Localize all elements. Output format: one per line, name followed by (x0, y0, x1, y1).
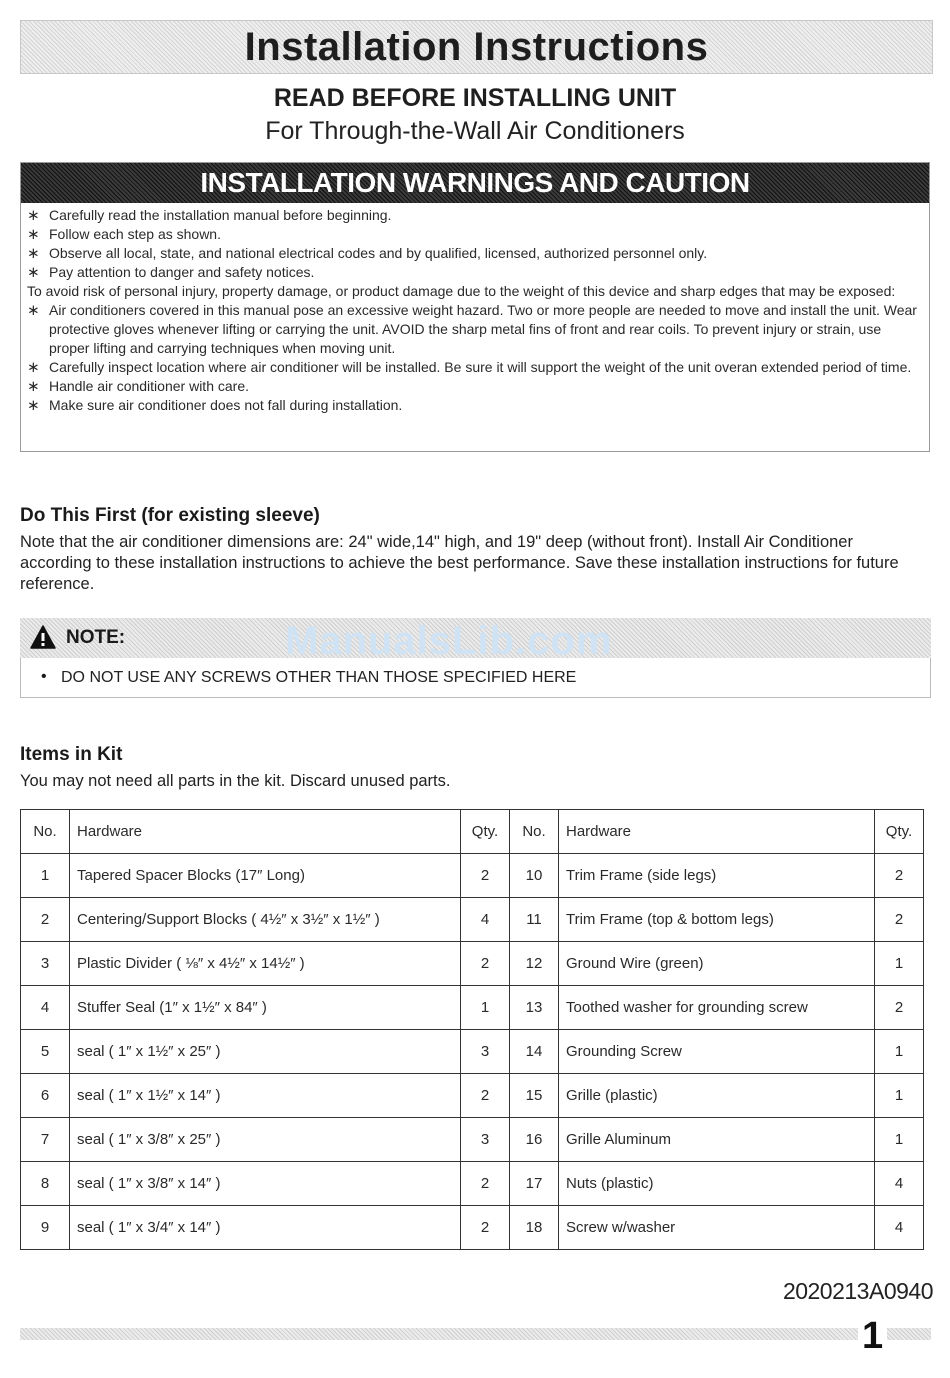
list-item: ∗ Carefully read the installation manual before beginning. (27, 207, 392, 224)
warnings-header (21, 163, 929, 203)
cell-hardware: Trim Frame (top & bottom legs) (558, 898, 874, 942)
warnings-heading: INSTALLATION WARNINGS AND CAUTION (200, 167, 750, 198)
table-row (21, 898, 924, 942)
cell-no: 5 (21, 1030, 70, 1074)
cell-no: 14 (509, 1030, 558, 1074)
cell-qty: 3 (460, 1118, 509, 1162)
cell-hardware: Grille (plastic) (558, 1074, 874, 1118)
cell-hardware: Stuffer Seal (1″ x 1½″ x 84″ ) (70, 986, 461, 1030)
cell-qty: 1 (875, 942, 924, 986)
cell-hardware: seal ( 1″ x 3/8″ x 14″ ) (70, 1162, 461, 1206)
col-qty: Qty. (875, 810, 924, 854)
list-item: ∗ Pay attention to danger and safety notices. (27, 264, 315, 281)
list-item: ∗ Handle air conditioner with care. (27, 378, 249, 395)
col-hardware: Hardware (558, 810, 874, 854)
warnings-intro: To avoid risk of personal injury, property damage, or product damage due to the weight of this device and sharp edges that may be exposed: (27, 283, 896, 299)
bullet-icon: • (41, 668, 47, 685)
cell-qty: 2 (460, 942, 509, 986)
cell-qty: 3 (460, 1030, 509, 1074)
cell-qty: 2 (875, 854, 924, 898)
cell-no: 11 (509, 898, 558, 942)
document-number: 2020213A0940 (782, 1278, 933, 1304)
footer-bar (20, 1328, 931, 1340)
cell-hardware: Nuts (plastic) (558, 1162, 874, 1206)
subtitle: READ BEFORE INSTALLING UNIT (273, 84, 677, 112)
col-no: No. (21, 810, 70, 854)
table-row (21, 1206, 924, 1250)
asterisk-icon: ∗ (27, 397, 40, 414)
asterisk-icon: ∗ (27, 264, 40, 281)
cell-qty: 1 (875, 1074, 924, 1118)
cell-no: 2 (21, 898, 70, 942)
list-item: ∗ Air conditioners covered in this manual pose an excessive weight hazard. Two or more people are needed to move and install the unit. Wear protective gloves whenever lifting or carrying the unit. AVOID the sharp metal fins of front and rear coils. To prevent injury or strain, use proper lifting and carrying techniques when moving unit. (27, 302, 917, 356)
kit-heading: Items in Kit (20, 744, 123, 765)
asterisk-icon: ∗ (27, 207, 40, 224)
table-row (21, 1074, 924, 1118)
cell-hardware: Trim Frame (side legs) (558, 854, 874, 898)
warnings-list (21, 203, 929, 415)
cell-no: 13 (509, 986, 558, 1030)
cell-no: 10 (509, 854, 558, 898)
cell-no: 12 (509, 942, 558, 986)
cell-hardware: seal ( 1″ x 1½″ x 25″ ) (70, 1030, 461, 1074)
warning-triangle-icon (30, 625, 56, 649)
cell-no: 17 (509, 1162, 558, 1206)
cell-qty: 1 (460, 986, 509, 1030)
cell-hardware: seal ( 1″ x 3/4″ x 14″ ) (70, 1206, 461, 1250)
cell-qty: 2 (875, 986, 924, 1030)
asterisk-icon: ∗ (27, 302, 40, 319)
note-label: NOTE: (66, 627, 126, 648)
cell-hardware: Screw w/washer (558, 1206, 874, 1250)
first-text: Note that the air conditioner dimensions are: 24" wide,14" high, and 19" deep (without front). Install Air Conditioner according to these installation instructions to achieve the best performance. Save these installation instructions for future reference. (20, 533, 899, 593)
cell-no: 7 (21, 1118, 70, 1162)
cell-qty: 2 (460, 854, 509, 898)
cell-qty: 2 (460, 1162, 509, 1206)
cell-hardware: Plastic Divider ( ⅛″ x 4½″ x 14½″ ) (70, 942, 461, 986)
note-body (20, 658, 931, 698)
cell-hardware: seal ( 1″ x 1½″ x 14″ ) (70, 1074, 461, 1118)
cell-qty: 4 (875, 1206, 924, 1250)
cell-qty: 2 (460, 1074, 509, 1118)
table-header-row (21, 810, 924, 854)
asterisk-icon: ∗ (27, 378, 40, 395)
table-row (21, 1118, 924, 1162)
title-banner (20, 20, 933, 74)
cell-no: 6 (21, 1074, 70, 1118)
cell-qty: 4 (460, 898, 509, 942)
list-item: ∗ Observe all local, state, and national electrical codes and by qualified, licensed, authorized personnel only. (27, 245, 708, 262)
cell-qty: 4 (875, 1162, 924, 1206)
note-bar (20, 618, 931, 663)
table-row (21, 1030, 924, 1074)
table-row (21, 1162, 924, 1206)
col-qty: Qty. (460, 810, 509, 854)
asterisk-icon: ∗ (27, 226, 40, 243)
cell-no: 18 (509, 1206, 558, 1250)
warnings-box (20, 162, 930, 452)
cell-no: 1 (21, 854, 70, 898)
kit-subtext: You may not need all parts in the kit. Discard unused parts. (20, 772, 451, 790)
list-item: ∗ Follow each step as shown. (27, 226, 221, 243)
cell-qty: 1 (875, 1118, 924, 1162)
cell-hardware: Centering/Support Blocks ( 4½″ x 3½″ x 1½″ ) (70, 898, 461, 942)
kit-table (20, 809, 924, 1250)
cell-qty: 1 (875, 1030, 924, 1074)
asterisk-icon: ∗ (27, 359, 40, 376)
table-row (21, 854, 924, 898)
col-hardware: Hardware (70, 810, 461, 854)
cell-no: 4 (21, 986, 70, 1030)
col-no: No. (509, 810, 558, 854)
table-row (21, 942, 924, 986)
page-title: Installation Instructions (244, 25, 709, 69)
cell-no: 9 (21, 1206, 70, 1250)
cell-no: 8 (21, 1162, 70, 1206)
cell-hardware: Toothed washer for grounding screw (558, 986, 874, 1030)
cell-qty: 2 (460, 1206, 509, 1250)
list-item: ∗ Make sure air conditioner does not fall during installation. (27, 397, 403, 414)
asterisk-icon: ∗ (27, 245, 40, 262)
cell-hardware: Grille Aluminum (558, 1118, 874, 1162)
cell-hardware: Tapered Spacer Blocks (17″ Long) (70, 854, 461, 898)
cell-no: 16 (509, 1118, 558, 1162)
cell-hardware: Grounding Screw (558, 1030, 874, 1074)
watermark: ManualsLib.com (285, 619, 613, 663)
page-number: 1 (858, 1316, 887, 1356)
cell-hardware: seal ( 1″ x 3/8″ x 25″ ) (70, 1118, 461, 1162)
cell-no: 3 (21, 942, 70, 986)
subtitle-2: For Through-the-Wall Air Conditioners (265, 117, 685, 145)
table-row (21, 986, 924, 1030)
first-heading: Do This First (for existing sleeve) (20, 505, 320, 526)
cell-no: 15 (509, 1074, 558, 1118)
cell-qty: 2 (875, 898, 924, 942)
list-item: ∗ Carefully inspect location where air conditioner will be installed. Be sure it will support the weight of the unit overan extended period of time. (27, 359, 912, 376)
cell-hardware: Ground Wire (green) (558, 942, 874, 986)
note-text: DO NOT USE ANY SCREWS OTHER THAN THOSE SPECIFIED HERE (61, 669, 577, 686)
